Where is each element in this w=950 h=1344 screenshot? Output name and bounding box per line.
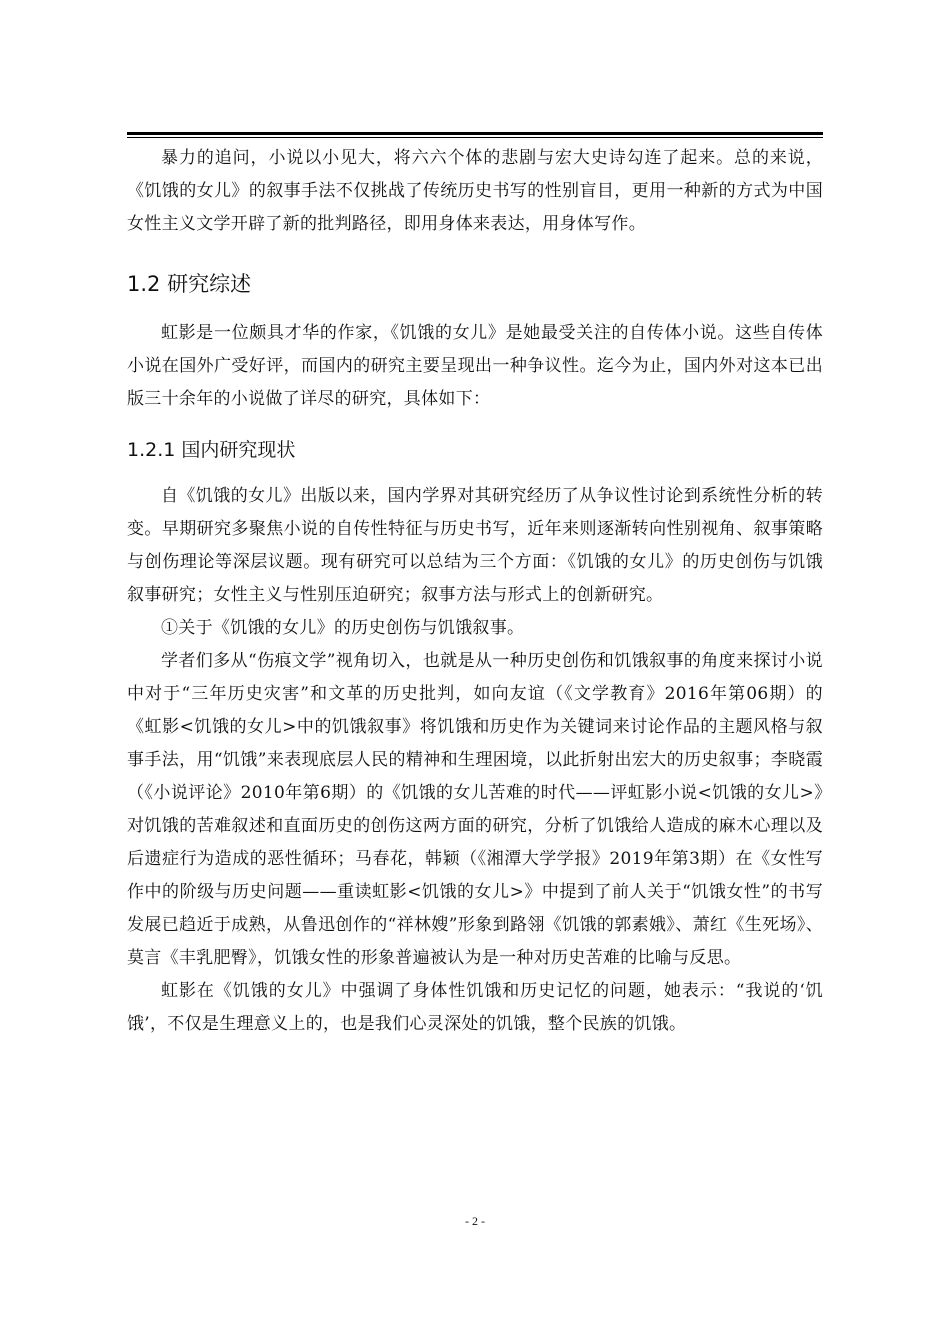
section-heading-1-2: 1.2 研究综述 [127, 272, 252, 296]
header-rule-thin [127, 137, 823, 138]
header-rule-thick [127, 132, 823, 135]
page-number: - 2 - [465, 1214, 485, 1228]
paragraph-overview: 虹影是一位颇具才华的作家，《饥饿的女儿》是她最受关注的自传体小说。这些自传体小说在国外广受好评，而国内的研究主要呈现出一种争议性。迄今为止，国内外对这本已出版三十余年的小说做了详尽的研究，具体如下： [127, 323, 823, 409]
section-heading-1-2-1: 1.2.1 国内研究现状 [127, 439, 296, 461]
paragraph-domestic-research: 自《饥饿的女儿》出版以来，国内学界对其研究经历了从争议性讨论到系统性分析的转变。早期研究多聚焦小说的自传性特征与历史书写，近年来则逐渐转向性别视角、叙事策略与创伤理论等深层议题。现有研究可以总结为三个方面：《饥饿的女儿》的历史创伤与饥饿叙事研究；女性主义与性别压迫研究；叙事方法与形式上的创新研究。 [127, 486, 823, 605]
paragraph-hongying-quote: 虹影在《饥饿的女儿》中强调了身体性饥饿和历史记忆的问题，她表示：“我说的‘饥饿’，不仅是生理意义上的，也是我们心灵深处的饥饿，整个民族的饥饿。 [127, 981, 823, 1034]
paragraph-scholars: 学者们多从“伤痕文学”视角切入，也就是从一种历史创伤和饥饿叙事的角度来探讨小说中对于“三年历史灾害”和文革的历史批判，如向友谊（《文学教育》2016年第06期）的《虹影<饥饿的女儿>中的饥饿叙事》将饥饿和历史作为关键词来讨论作品的主题风格与叙事手法，用“饥饿”来表现底层人民的精神和生理困境，以此折射出宏大的历史叙事；李晓霞（《小说评论》2010年第6期）的《饥饿的女儿苦难的时代——评虹影小说<饥饿的女儿>》对饥饿的苦难叙述和直面历史的创伤这两方面的研究，分析了饥饿给人造成的麻木心理以及后遗症行为造成的恶性循环；马春花，韩颖（《湘潭大学学报》2019年第3期）在《女性写作中的阶级与历史问题——重读虹影<饥饿的女儿>》中提到了前人关于“饥饿女性”的书写发展已趋近于成熟，从鲁迅创作的“祥林嫂”形象到路翎《饥饿的郭素娥》、萧红《生死场》、莫言《丰乳肥臀》，饥饿女性的形象普遍被认为是一种对历史苦难的比喻与反思。 [127, 651, 823, 968]
paragraph-point-1: ①关于《饥饿的女儿》的历史创伤与饥饿叙事。 [161, 618, 525, 638]
paragraph-continuation: 暴力的追问，小说以小见大，将六六个体的悲剧与宏大史诗勾连了起来。总的来说，《饥饿的女儿》的叙事手法不仅挑战了传统历史书写的性别盲目，更用一种新的方式为中国女性主义文学开辟了新的批判路径，即用身体来表达，用身体写作。 [127, 148, 823, 234]
body-text [127, 142, 823, 1041]
